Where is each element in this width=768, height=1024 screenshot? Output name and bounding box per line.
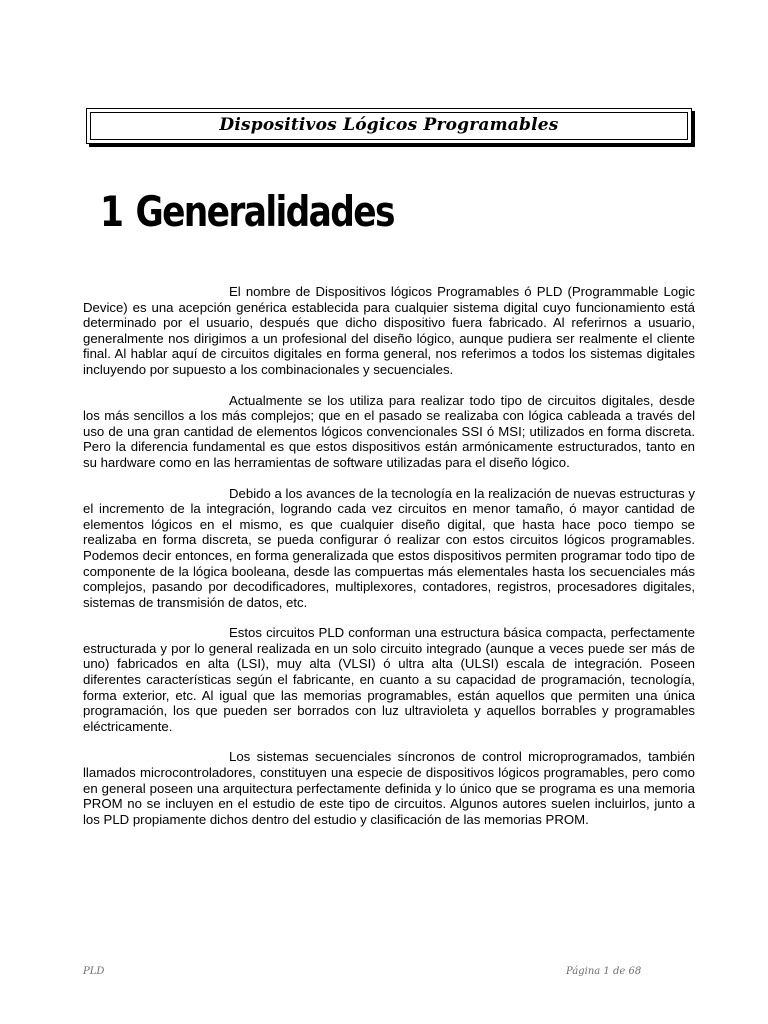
paragraph-5: Los sistemas secuenciales síncronos de control microprogramados, también llamados microcontroladores, constituyen una especie de dispositivos lógicos programables, pero como en general poseen una arquitectura perfectamente definida y lo único que se programa es una memoria PROM no se incluyen en el estudio de este tipo de circuitos. Algunos autores suelen incluirlos, junto a los PLD propiamente dichos dentro del estudio y clasificación de las memorias PROM. [83, 749, 695, 827]
paragraph-4: Estos circuitos PLD conforman una estructura básica compacta, perfectamente estructurada y por lo general realizada en un solo circuito integrado (aunque a veces puede ser más de uno) fabricados en alta (LSI), muy alta (VLSI) ó ultra alta (ULSI) escala de integración. Poseen diferentes características según el fabricante, en cuanto a su capacidad de programación, tecnología, forma exterior, etc. Al igual que las memorias programables, están aquellos que permiten una única programación, los que pueden ser borrados con luz ultravioleta y aquellos borrables y programables eléctricamente. [83, 625, 695, 734]
document-header [86, 108, 692, 144]
paragraph-2: Actualmente se los utiliza para realizar todo tipo de circuitos digitales, desde los más sencillos a los más complejos; que en el pasado se realizaba con lógica cableada a través del uso de una gran cantidad de elementos lógicos convencionales SSI ó MSI; utilizados en forma discreta. Pero la diferencia fundamental es que estos dispositivos están armónicamente estructurados, tanto en su hardware como en las herramientas de software utilizadas para el diseño lógico. [83, 392, 695, 470]
chapter-heading [100, 184, 394, 240]
paragraph-1: El nombre de Dispositivos lógicos Programables ó PLD (Programmable Logic Device) es una acepción genérica establecida para cualquier sistema digital cuyo funcionamiento está determinado por el usuario, después que dicho dispositivo fuera fabricado. Al referirnos a usuario, generalmente nos dirigimos a un profesional del diseño lógico, aunque pudiera ser realmente el cliente final. Al hablar aquí de circuitos digitales en forma general, nos referimos a todos los sistemas digitales incluyendo por supuesto a los combinacionales y secuenciales. [83, 284, 695, 377]
body-text [83, 284, 695, 842]
document-header-frame [90, 112, 688, 140]
footer-page-number: Página 1 de 68 [566, 966, 642, 977]
chapter-number: 1 [100, 187, 123, 236]
chapter-title: Generalidades [135, 187, 394, 236]
document-title: Dispositivos Lógicos Programables [219, 115, 559, 135]
footer-doc-name: PLD [83, 966, 105, 977]
paragraph-3: Debido a los avances de la tecnología en la realización de nuevas estructuras y el incremento de la integración, logrando cada vez circuitos en menor tamaño, ó mayor cantidad de elementos lógicos en el mismo, es que cualquier diseño digital, que hasta hace poco tiempo se realizaba en forma discreta, se pueda configurar ó realizar con estos circuitos lógicos programables. Podemos decir entonces, en forma generalizada que estos dispositivos permiten programar todo tipo de componente de la lógica booleana, desde las compuertas más elementales hasta los secuenciales más complejos, pasando por decodificadores, multiplexores, contadores, registros, procesadores digitales, sistemas de transmisión de datos, etc. [83, 485, 695, 610]
